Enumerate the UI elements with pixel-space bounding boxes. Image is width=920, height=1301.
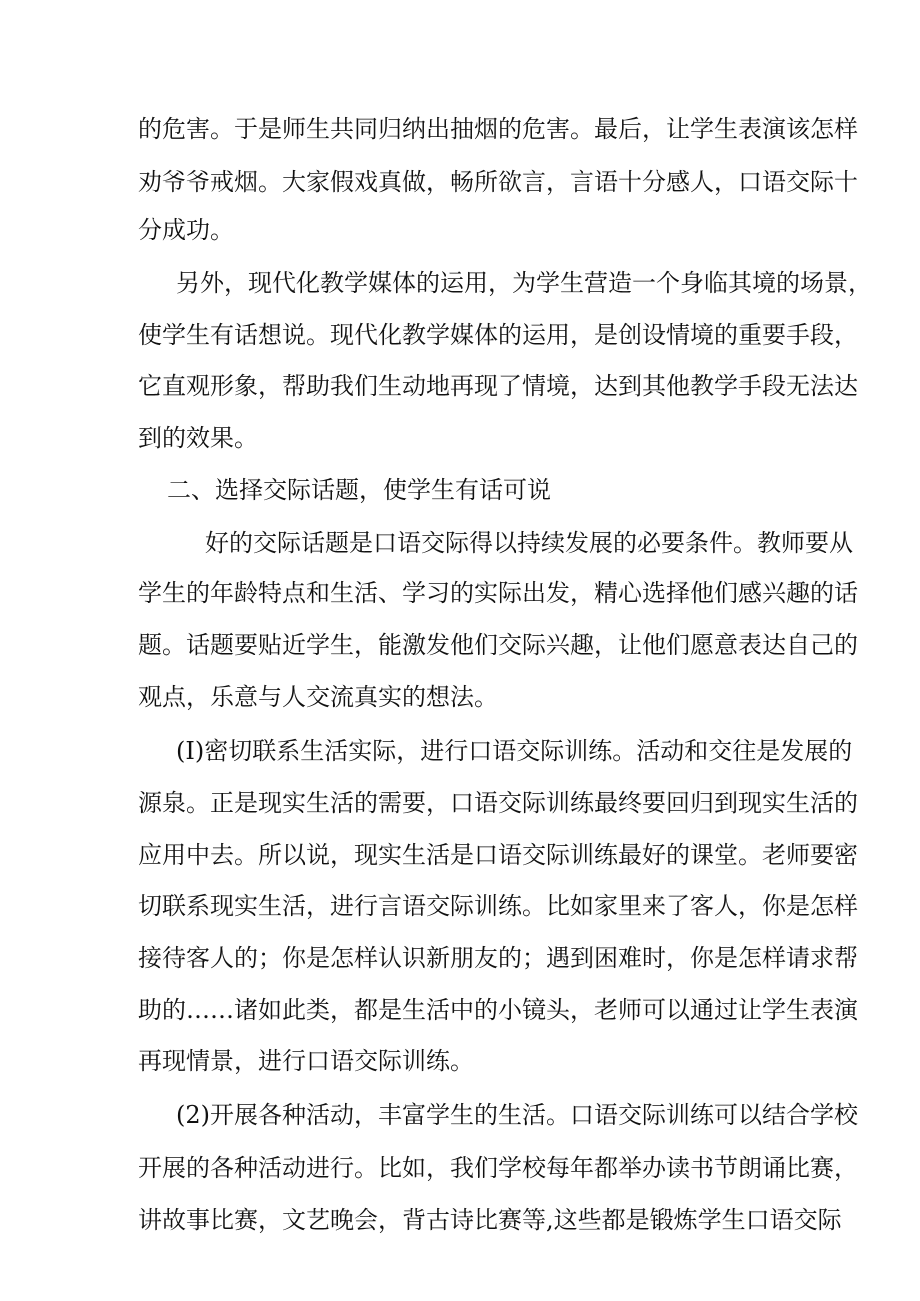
text-line: 助的……诸如此类，都是生活中的小镜头，老师可以通过让学生表演 [138,996,858,1024]
text-line: 接待客人的；你是怎样认识新朋友的；遇到困难时，你是怎样请求帮 [138,944,858,972]
text-line: 学生的年龄特点和生活、学习的实际出发，精心选择他们感兴趣的话 [138,579,858,607]
text-line: 应用中去。所以说，现实生活是口语交际训练最好的课堂。老师要密 [138,841,858,869]
text-line: 分成功。 [138,216,234,244]
text-line: 的危害。于是师生共同归纳出抽烟的危害。最后，让学生表演该怎样 [138,115,858,143]
text-line: 观点，乐意与人交流真实的想法。 [138,683,498,711]
text-line: 到的效果。 [138,424,258,452]
text-line: 开展的各种活动进行。比如，我们学校每年都举办读书节朗诵比赛， [138,1154,858,1182]
text-line: 题。话题要贴近学生，能激发他们交际兴趣，让他们愿意表达自己的 [138,631,858,659]
text-line: 切联系现实生活，进行言语交际训练。比如家里来了客人，你是怎样 [138,892,858,920]
text-line: 它直观形象，帮助我们生动地再现了情境，达到其他教学手段无法达 [138,372,858,400]
text-line: 讲故事比赛，文艺晚会，背古诗比赛等,这些都是锻炼学生口语交际 [138,1206,842,1234]
section-heading: 二、选择交际话题，使学生有话可说 [167,476,551,504]
text-line: 另外，现代化教学媒体的运用，为学生营造一个身临其境的场景， [176,269,872,297]
text-line: (I)密切联系生活实际，进行口语交际训练。活动和交往是发展的 [176,737,853,765]
text-line: 再现情景，进行口语交际训练。 [138,1047,474,1075]
text-line: 好的交际话题是口语交际得以持续发展的必要条件。教师要从 [205,529,853,557]
text-line: 劝爷爷戒烟。大家假戏真做，畅所欲言，言语十分感人，口语交际十 [138,168,858,196]
text-line: 使学生有话想说。现代化教学媒体的运用，是创设情境的重要手段， [138,321,858,349]
text-line: 源泉。正是现实生活的需要，口语交际训练最终要回归到现实生活的 [138,789,858,817]
text-line: (2)开展各种活动，丰富学生的生活。口语交际训练可以结合学校 [176,1101,858,1129]
